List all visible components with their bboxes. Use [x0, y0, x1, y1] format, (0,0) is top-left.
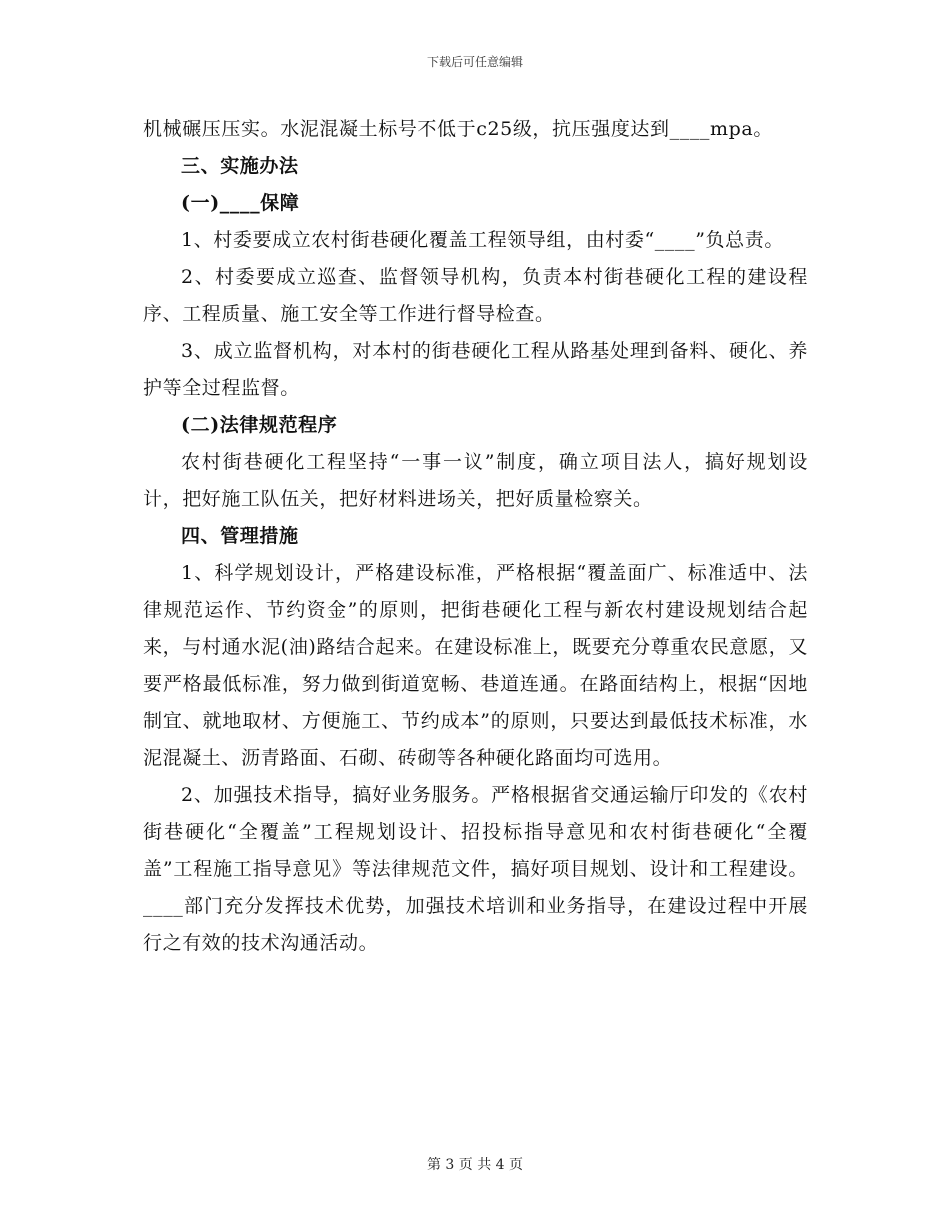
section-heading-management: 四、管理措施 [181, 525, 299, 547]
subsection-heading-guarantee: (一)____保障 [181, 192, 300, 214]
paragraph-item-1: 1、村委要成立农村街巷硬化覆盖工程领导组，由村委“____”负总责。 [181, 229, 784, 251]
header-note: 下载后可任意编辑 [426, 55, 523, 69]
page-number: 第 3 页 共 4 页 [426, 1157, 524, 1173]
paragraph-item-2: 2、村委要成立巡查、监督领导机构，负责本村街巷硬化工程的建设程序、工程质量、施工安全等工作进行督导检查。 [143, 266, 808, 325]
paragraph-legal-procedure: 农村街巷硬化工程坚持“一事一议”制度，确立项目法人，搞好规划设计，把好施工队伍关，把好材料进场关，把好质量检察关。 [143, 451, 808, 510]
paragraph-continued: 机械碾压压实。水泥混凝土标号不低于c25级，抗压强度达到____mpa。 [143, 118, 773, 140]
document-body [143, 111, 808, 962]
paragraph-management-2: 2、加强技术指导，搞好业务服务。严格根据省交通运输厅印发的《农村街巷硬化“全覆盖”工程规划设计、招投标指导意见和农村街巷硬化“全覆盖”工程施工指导意见》等法律规范文件，搞好项目规划、设计和工程建设。____部门充分发挥技术优势，加强技术培训和业务指导，在建设过程中开展行之有效的技术沟通活动。 [143, 784, 808, 954]
section-heading-implementation: 三、实施办法 [181, 155, 299, 177]
subsection-heading-legal-procedure: (二)法律规范程序 [181, 414, 338, 436]
paragraph-item-3: 3、成立监督机构，对本村的街巷硬化工程从路基处理到备料、硬化、养护等全过程监督。 [143, 340, 808, 399]
paragraph-management-1: 1、科学规划设计，严格建设标准，严格根据“覆盖面广、标准适中、法律规范运作、节约资金”的原则，把街巷硬化工程与新农村建设规划结合起来，与村通水泥(油)路结合起来。在建设标准上，既要充分尊重农民意愿，又要严格最低标准，努力做到街道宽畅、巷道连通。在路面结构上，根据“因地制宜、就地取材、方便施工、节约成本”的原则，只要达到最低技术标准，水泥混凝土、沥青路面、石砌、砖砌等各种硬化路面均可选用。 [143, 562, 808, 769]
